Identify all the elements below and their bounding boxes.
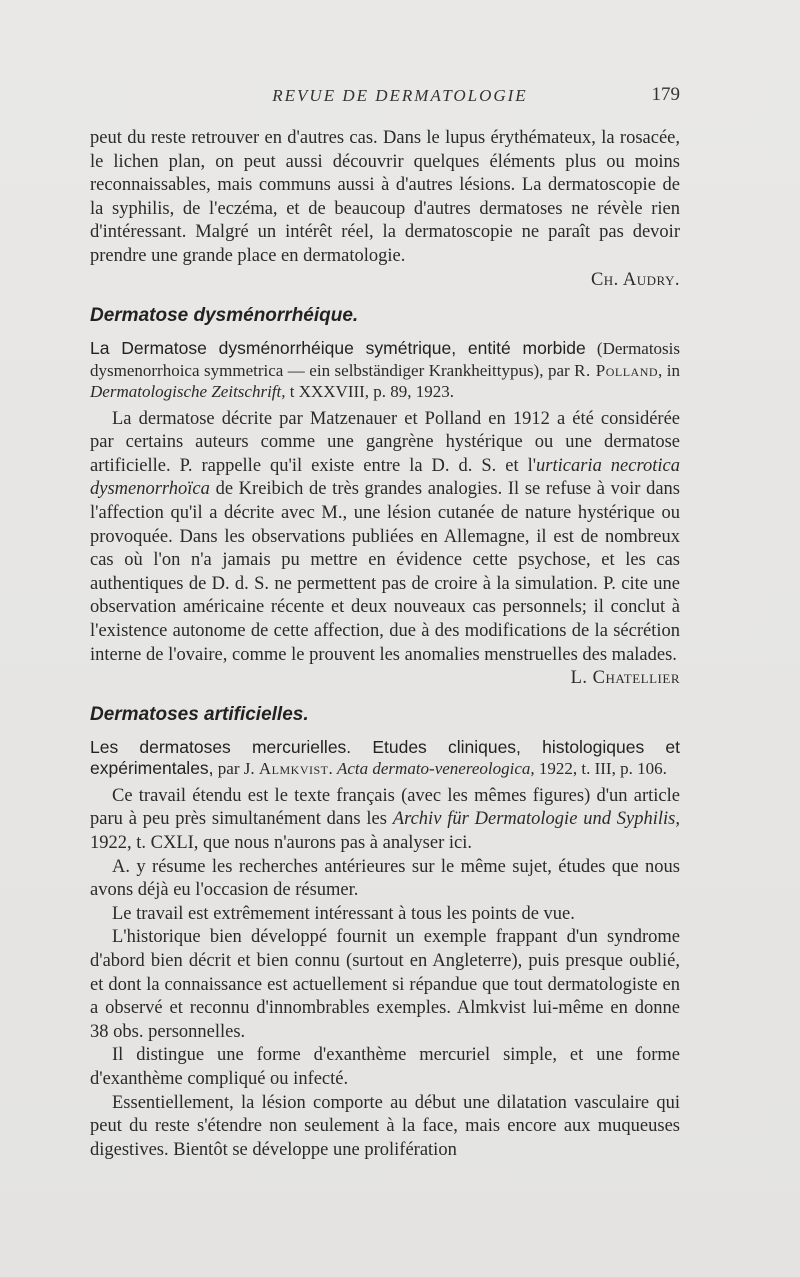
reference-author: Almkvist [258, 759, 329, 779]
section-heading-artificielles: Dermatoses artificielles. [90, 703, 309, 725]
page-number: 179 [651, 84, 680, 105]
article-body-paragraph: Le travail est extrêmement intéressant à tous les points de vue. [112, 903, 575, 924]
article-body-paragraph [90, 408, 680, 668]
reference-journal: Acta dermato-venereologica, [336, 759, 535, 779]
body-text: 1922, t. CXLI, que nous n'aurons pas à analyser ici. [90, 832, 472, 853]
body-italic-term: urticaria necrotica dysmenorrhoïca [90, 455, 680, 500]
reference-original-title: (Dermatosis dysmenorrhoica symmetrica — ein selbständiger Krankheittypus), par [90, 339, 681, 380]
section-heading-dysmenorrheique: Dermatose dysménorrhéique. [90, 305, 359, 327]
reference-journal: Dermatologische Zeitschrift, [90, 382, 286, 402]
article-reference [90, 338, 680, 403]
reference-in: , in [658, 360, 680, 380]
reference-volume: t XXXVIII, p. 89, 1923. [289, 382, 455, 402]
reference-par: par J. [217, 759, 255, 779]
intro-signature [90, 269, 680, 293]
signature-text: L. Chatellier [570, 668, 680, 689]
running-header: REVUE DE DERMATOLOGIE [272, 86, 528, 105]
article-body-paragraph: Il distingue une forme d'exanthème mercuriel simple, et une forme d'exanthème compliqué ou infecté. [90, 1045, 680, 1089]
body-text: Ce travail étendu est le texte français (avec les mêmes figures) d'un article paru à peu près simultanément dans les [90, 785, 680, 830]
article-title: Les dermatoses mercurielles. Etudes cliniques, histologiques et expérimentales, [90, 736, 680, 779]
reference-author: R. Polland [574, 360, 659, 380]
text-column [90, 127, 680, 1162]
article-body-paragraph: Essentiellement, la lésion comporte au début une dilatation vasculaire qui peut du reste s'étendre non seulement à la face, mais encore aux muqueuses digestives. Bientôt se développe une prolifération [90, 1092, 680, 1160]
article-title: La Dermatose dysménorrhéique symétrique, entité morbide [90, 338, 586, 359]
article-body-paragraph: A. y résume les recherches antérieures sur le même sujet, études que nous avons déjà eu l'occasion de résumer. [90, 856, 680, 901]
article-body-paragraph: L'historique bien développé fournit un exemple frappant d'un syndrome d'abord bien décrit et bien connu (surtout en Angleterre), puis presque oublié, et dont la connaissance est actuellement si répandue que tout dermatologiste en a observé et reconnu d'innombrables exemples. Almkvist lui-même en donne 38 obs. personnelles. [90, 927, 680, 1042]
article-reference [90, 737, 680, 780]
body-text: La dermatose décrite par Matzenauer et Polland en 1912 a été considérée par certains auteurs comme une gangrène hystérique ou une dermatose artificielle. P. rappelle qu'il existe entre la D. d. S. et l' [90, 408, 680, 476]
signature-text: Ch. Audry. [590, 269, 680, 290]
reference-volume: 1922, t. III, p. 106. [538, 759, 667, 779]
article-signature [90, 667, 680, 691]
body-italic-term: Archiv für Dermatologie und Syphilis, [392, 809, 681, 830]
article-body-paragraph [90, 785, 680, 856]
body-text: de Kreibich de très grandes analogies. Il se refuse à voir dans l'affection qu'il a décrite avec M., une lésion cutanée de nature hystérique ou provoquée. Dans les observations publiées en Allemagne, il est de nombreux cas où l'on n'a jamais pu mettre en évidence cette psychose, et les cas authentiques de D. d. S. ne permettent pas de croire à la simulation. P. cite une observation américaine récente et deux nouveaux cas personnels; il conclut à l'existence autonome de cette affection, due à des modifications de la sécrétion interne de l'ovaire, comme le prouvent les anomalies menstruelles des malades. [90, 479, 680, 665]
intro-paragraph: peut du reste retrouver en d'autres cas. Dans le lupus érythémateux, la rosacée, le lichen plan, on peut aussi découvrir quelques éléments plus ou moins reconnaissables, mais communs aussi à d'autres lésions. La dermatoscopie de la syphilis, de l'eczéma, et de beaucoup d'autres dermatoses ne révèle rien d'intéressant. Malgré un intérêt réel, la dermatoscopie ne paraît pas devoir prendre une grande place en dermatologie. [90, 128, 680, 266]
reference-dot: . [328, 759, 333, 779]
